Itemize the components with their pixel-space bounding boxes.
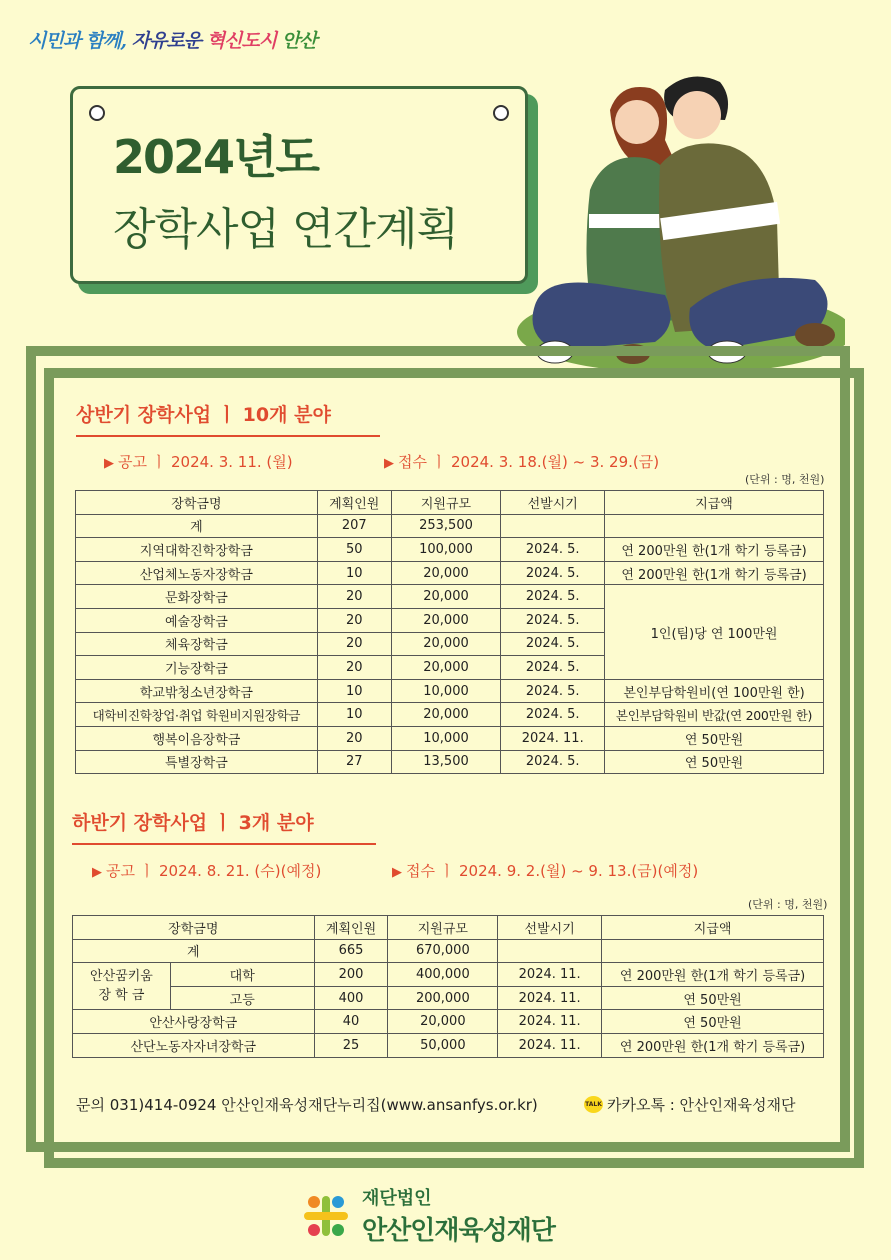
header-cell: 장학금명 (73, 916, 315, 940)
slogan: 시민과 함께, 자유로운 혁신도시 안산 (28, 30, 317, 52)
second-half-title: 하반기 장학사업 ㅣ 3개 분야 (72, 808, 376, 845)
triangle-icon: ▶ (392, 865, 402, 880)
first-half-unit: (단위 : 명, 천원) (745, 473, 825, 486)
table-row: 고등 400 200,000 2024. 11. 연 50만원 (73, 986, 824, 1010)
header-cell: 선발시기 (498, 916, 602, 940)
contact-info: 문의 031)414-0924 안산인재육성재단누리집(www.ansanfys.or.kr) (76, 1096, 538, 1114)
board-hole-left (89, 105, 105, 121)
header-cell: 지급액 (602, 916, 824, 940)
table-header-row (76, 491, 824, 515)
girl-face (615, 100, 659, 144)
second-half-unit: (단위 : 명, 천원) (748, 898, 828, 911)
table-row: 특별장학금 27 13,500 2024. 5. 연 50만원 (76, 750, 824, 774)
header-cell: 선발시기 (501, 491, 605, 515)
total-row: 계 207 253,500 (76, 514, 824, 538)
header-cell: 지원규모 (391, 491, 501, 515)
kakao-talk-icon: TALK (584, 1096, 603, 1113)
merged-pay-cell: 1인(팀)당 연 100만원 (605, 585, 824, 679)
boy-shoe-right (795, 323, 835, 347)
triangle-icon: ▶ (104, 456, 114, 471)
header-cell: 장학금명 (76, 491, 318, 515)
logo-line2: 안산인재육성재단 (362, 1216, 555, 1246)
first-half-title: 상반기 장학사업 ㅣ 10개 분야 (76, 400, 380, 437)
header-cell: 계획인원 (314, 916, 388, 940)
second-half-table (72, 915, 824, 1058)
table-row: 안산꿈키움 장 학 금 대학 200 400,000 2024. 11. 연 200만원 한(1개 학기 등록금) (73, 963, 824, 987)
table-row: 안산사랑장학금 40 20,000 2024. 11. 연 50만원 (73, 1010, 824, 1034)
triangle-icon: ▶ (384, 456, 394, 471)
table-row: 문화장학금 20 20,000 2024. 5. 1인(팀)당 연 100만원 (76, 585, 824, 609)
header-cell: 계획인원 (317, 491, 391, 515)
group-name-cell: 안산꿈키움 장 학 금 (73, 963, 171, 1010)
logo-line1: 재단법인 (362, 1188, 432, 1209)
title-board (70, 86, 528, 284)
table-row: 행복이음장학금 20 10,000 2024. 11. 연 50만원 (76, 726, 824, 750)
foundation-logo-icon (300, 1192, 352, 1240)
header-cell: 지원규모 (388, 916, 498, 940)
couple-illustration (515, 70, 845, 375)
table-row: 산단노동자자녀장학금 25 50,000 2024. 11. 연 200만원 한(1개 학기 등록금) (73, 1033, 824, 1057)
second-half-notice: ▶ 공고 ㅣ 2024. 8. 21. (수)(예정) (92, 862, 322, 880)
kakao-info: TALK 카카오톡 : 안산인재육성재단 (585, 1096, 796, 1114)
total-row: 계 665 670,000 (73, 939, 824, 963)
first-half-notice: ▶ 공고 ㅣ 2024. 3. 11. (월) (104, 453, 293, 471)
foundation-logo (300, 1184, 555, 1247)
first-half-table (75, 490, 824, 774)
table-row: 대학비진학창업·취업 학원비지원장학금 10 20,000 2024. 5. 본인부담학원비 반값(연 200만원 한) (76, 703, 824, 727)
table-row: 기능장학금 20 20,000 2024. 5. (76, 656, 824, 680)
table-row: 산업체노동자장학금 10 20,000 2024. 5. 연 200만원 한(1개 학기 등록금) (76, 561, 824, 585)
table-row: 예술장학금 20 20,000 2024. 5. (76, 608, 824, 632)
table-row: 학교밖청소년장학금 10 10,000 2024. 5. 본인부담학원비(연 100만원 한) (76, 679, 824, 703)
table-header-row (73, 916, 824, 940)
first-half-receipt: ▶ 접수 ㅣ 2024. 3. 18.(월) ~ 3. 29.(금) (384, 453, 660, 471)
header-cell: 지급액 (605, 491, 824, 515)
second-half-receipt: ▶ 접수 ㅣ 2024. 9. 2.(월) ~ 9. 13.(금)(예정) (392, 862, 699, 880)
triangle-icon: ▶ (92, 865, 102, 880)
title-main: 장학사업 연간계획 (113, 204, 459, 255)
boy-face (673, 91, 721, 139)
board-hole-right (493, 105, 509, 121)
girl-legs (533, 283, 671, 351)
title-year: 2024년도 (113, 130, 318, 184)
table-row: 지역대학진학장학금 50 100,000 2024. 5. 연 200만원 한(1개 학기 등록금) (76, 538, 824, 562)
table-row: 체육장학금 20 20,000 2024. 5. (76, 632, 824, 656)
